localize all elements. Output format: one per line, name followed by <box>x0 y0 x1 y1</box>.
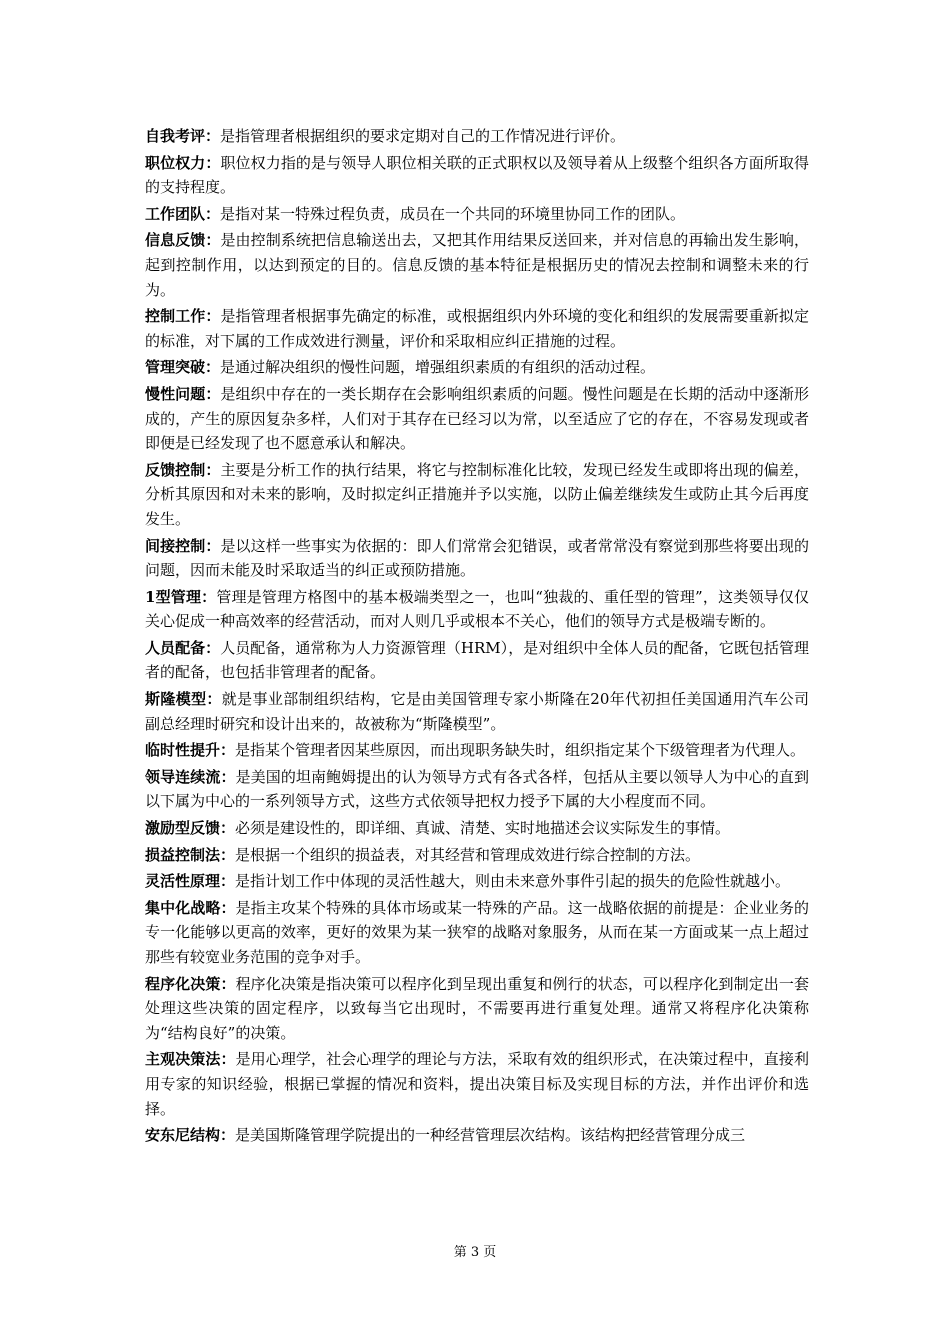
glossary-term: 控制工作： <box>145 307 221 326</box>
glossary-term: 职位权力： <box>145 153 221 172</box>
glossary-term: 人员配备： <box>145 638 221 657</box>
glossary-term: 灵活性原理： <box>145 872 236 891</box>
glossary-definition: 是指管理者根据组织的要求定期对自己的工作情况进行评价。 <box>220 127 626 145</box>
glossary-term: 主观决策法： <box>145 1050 236 1069</box>
glossary-definition: 就是事业部制组织结构，它是由美国管理专家小斯隆在20年代初担任美国通用汽车公司副总经理时研究和设计出来的，故被称为“斯隆模型”。 <box>145 690 809 733</box>
glossary-entry <box>145 896 809 970</box>
glossary-term: 激励型反馈： <box>145 819 236 838</box>
glossary-entry <box>145 534 809 583</box>
glossary-definition: 是根据一个组织的损益表，对其经营和管理成效进行综合控制的方法。 <box>235 845 701 864</box>
glossary-term: 1型管理： <box>145 587 217 606</box>
glossary-definition: 必须是建设性的，即详细、真诚、清楚、实时地描述会议实际发生的事情。 <box>235 819 731 838</box>
glossary-term: 自我考评： <box>145 127 221 145</box>
glossary-definition: 管理是管理方格图中的基本极端类型之一，也叫“独裁的、重任型的管理”，这类领导仅仅关心促成一种高效率的经营活动，而对人则几乎或根本不关心，他们的领导方式是极端专断的。 <box>145 587 810 631</box>
page-number: 第 3 页 <box>453 1245 497 1260</box>
glossary-term: 领导连续流： <box>145 767 236 786</box>
glossary-entry <box>145 458 809 532</box>
glossary-entry <box>145 151 809 200</box>
glossary-entry <box>145 869 809 894</box>
glossary-entry <box>145 124 809 149</box>
glossary-definition: 职位权力指的是与领导人职位相关联的正式职权以及领导着从上级整个组织各方面所取得的支持程度。 <box>145 153 809 197</box>
glossary-term: 间接控制： <box>145 536 221 555</box>
glossary-entry <box>145 1123 809 1148</box>
glossary-entry <box>145 382 809 456</box>
glossary-entry <box>145 355 809 380</box>
glossary-term: 工作团队： <box>145 204 221 223</box>
glossary-term: 临时性提升： <box>145 741 236 760</box>
glossary-term: 斯隆模型： <box>145 690 222 709</box>
glossary-entry <box>145 972 809 1046</box>
glossary-entry <box>145 636 809 685</box>
glossary-term: 安东尼结构： <box>145 1126 236 1145</box>
glossary-definition: 是组织中存在的一类长期存在会影响组织素质的问题。慢性问题是在长期的活动中逐渐形成的，产生的原因复杂多样，人们对于其存在已经习以为常，以至适应了它的存在，不容易发现或者即便是已经发现了也不愿意承认和解决。 <box>145 384 809 453</box>
glossary-body <box>145 124 809 1150</box>
glossary-definition: 是以这样一些事实为依据的：即人们常常会犯错误，或者常常没有察觉到那些将要出现的问题，因而未能及时采取适当的纠正或预防措施。 <box>145 536 809 580</box>
glossary-entry <box>145 765 809 814</box>
glossary-definition: 人员配备，通常称为人力资源管理（HRM），是对组织中全体人员的配备，它既包括管理者的配备，也包括非管理者的配备。 <box>145 638 809 682</box>
glossary-entry <box>145 816 809 841</box>
glossary-definition: 是指计划工作中体现的灵活性越大，则由未来意外事件引起的损失的危险性就越小。 <box>235 872 791 891</box>
glossary-term: 程序化决策： <box>145 974 236 993</box>
glossary-entry <box>145 687 809 736</box>
glossary-definition: 是通过解决组织的慢性问题，增强组织素质的有组织的活动过程。 <box>220 358 656 377</box>
glossary-entry <box>145 738 809 763</box>
glossary-term: 慢性问题： <box>145 384 221 403</box>
glossary-entry <box>145 202 809 227</box>
glossary-definition: 是指某个管理者因某些原因，而出现职务缺失时，组织指定某个下级管理者为代理人。 <box>235 741 806 760</box>
glossary-definition: 主要是分析工作的执行结果，将它与控制标准化比较，发现已经发生或即将出现的偏差，分析其原因和对未来的影响，及时拟定纠正措施并予以实施，以防止偏差继续发生或防止其今后再度发生。 <box>145 460 809 528</box>
glossary-entry <box>145 843 809 868</box>
glossary-term: 损益控制法： <box>145 845 236 864</box>
glossary-definition: 是用心理学，社会心理学的理论与方法，采取有效的组织形式，在决策过程中，直接利用专家的知识经验，根据已掌握的情况和资料，提出决策目标及实现目标的方法，并作出评价和选择。 <box>145 1050 809 1118</box>
glossary-definition: 是指主攻某个特殊的具体市场或某一特殊的产品。这一战略依据的前提是：企业业务的专一化能够以更高的效率，更好的效果为某一狭窄的战略对象服务，从而在某一方面或某一点上超过那些有较宽业务范围的竞争对手。 <box>145 898 809 966</box>
glossary-definition: 是指对某一特殊过程负责，成员在一个共同的环境里协同工作的团队。 <box>220 204 686 223</box>
glossary-term: 管理突破： <box>145 358 221 377</box>
glossary-entry <box>145 1047 809 1121</box>
glossary-term: 反馈控制： <box>145 460 221 479</box>
glossary-definition: 程序化决策是指决策可以程序化到呈现出重复和例行的状态，可以程序化到制定出一套处理这些决策的固定程序，以致每当它出现时，不需要再进行重复处理。通常又将程序化决策称为“结构良好”的决策。 <box>145 974 809 1042</box>
glossary-definition: 是由控制系统把信息输送出去，又把其作用结果反送回来，并对信息的再输出发生影响，起到控制作用，以达到预定的目的。信息反馈的基本特征是根据历史的情况去控制和调整未来的行为。 <box>145 231 809 299</box>
glossary-term: 信息反馈： <box>145 231 221 250</box>
glossary-entry <box>145 228 809 302</box>
glossary-definition: 是美国斯隆管理学院提出的一种经营管理层次结构。该结构把经营管理分成三 <box>235 1126 746 1145</box>
glossary-entry <box>145 585 809 634</box>
glossary-entry <box>145 304 809 353</box>
glossary-term: 集中化战略： <box>145 898 236 917</box>
glossary-definition: 是指管理者根据事先确定的标准，或根据组织内外环境的变化和组织的发展需要重新拟定的标准，对下属的工作成效进行测量，评价和采取相应纠正措施的过程。 <box>145 307 809 350</box>
glossary-definition: 是美国的坦南鲍姆提出的认为领导方式有各式各样，包括从主要以领导人为中心的直到以下属为中心的一系列领导方式，这些方式依领导把权力授予下属的大小程度而不同。 <box>145 767 809 811</box>
